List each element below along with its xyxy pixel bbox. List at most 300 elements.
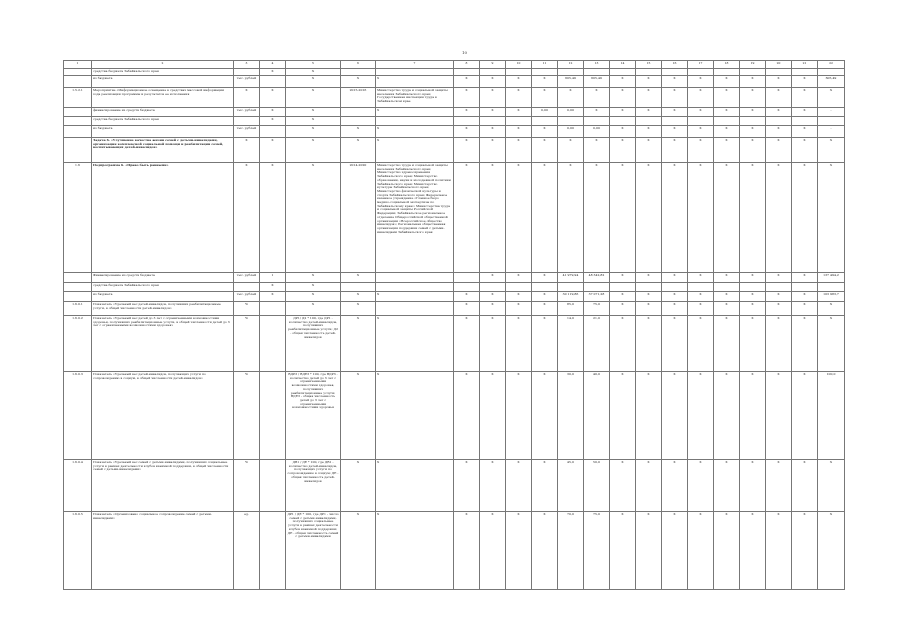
table-cell: X [376, 108, 454, 117]
table-cell: X [376, 512, 454, 590]
table-cell: X [662, 138, 688, 163]
table-cell: X [740, 512, 766, 590]
table-cell: X [610, 138, 636, 163]
table-cell: X [532, 88, 558, 108]
table-cell: X [506, 138, 532, 163]
column-number: 8 [454, 61, 480, 69]
table-cell: тыс. рублей [234, 126, 260, 138]
table-cell: X [376, 138, 454, 163]
table-cell: X [740, 88, 766, 108]
table-cell: X [454, 372, 480, 460]
table-cell: X [286, 88, 341, 108]
row-code-cell: 1.5.2.1 [64, 88, 92, 108]
table-cell [610, 69, 636, 76]
table-cell: X [792, 163, 818, 273]
table-cell: X [610, 460, 636, 512]
table-cell: X [584, 138, 610, 163]
row-title-cell: Показатель «Удельный вес детей-инвалидов, получающих услуги по сопровождению в социум, в общей численности детей-инвалидов» [92, 372, 234, 460]
table-cell: X [766, 316, 792, 372]
table-cell [234, 69, 260, 76]
row-code-cell [64, 283, 92, 292]
table-cell: X [740, 302, 766, 316]
table-row [64, 69, 845, 76]
table-cell [480, 283, 506, 292]
table-cell: X [480, 108, 506, 117]
table-cell: X [286, 69, 341, 76]
row-title-cell: Задача 6. «Улучшение качества жизни семей с детьми-инвалидами, организация комплексной социальной помощи и реабилитации семей, воспитывающих детей-инвалидов» [92, 138, 234, 163]
table-cell: X [792, 372, 818, 460]
table-cell: - [818, 126, 845, 138]
table-cell: X [376, 316, 454, 372]
table-cell: X [376, 460, 454, 512]
table-cell [260, 76, 286, 88]
row-title-cell: Показатель «Удельный вес семей с детьми-инвалидами, получивших социальные услуги в рамках деятельности клубов взаимной поддержки, в общей численности семей с детьми-инвалидами» [92, 460, 234, 512]
table-cell: X [714, 302, 740, 316]
table-row [64, 316, 845, 372]
table-cell: X [610, 512, 636, 590]
table-cell: X [740, 76, 766, 88]
table-cell: X [234, 88, 260, 108]
table-cell: X [234, 163, 260, 273]
table-cell: X [558, 163, 584, 273]
table-cell: X [454, 108, 480, 117]
table-cell: ед. [234, 512, 260, 590]
column-number: 15 [636, 61, 662, 69]
column-number: 13 [584, 61, 610, 69]
table-cell [234, 117, 260, 126]
table-cell: X [454, 163, 480, 273]
table-row [64, 88, 845, 108]
table-cell: X [376, 292, 454, 302]
row-title-cell: средства бюджета Забайкальского края [92, 69, 234, 76]
table-cell: X [636, 163, 662, 273]
row-title-cell: финансирование из средств бюджета [92, 108, 234, 117]
table-cell: X [234, 138, 260, 163]
table-cell: X [714, 138, 740, 163]
table-cell: X [740, 138, 766, 163]
table-cell: X [662, 76, 688, 88]
table-cell [818, 117, 845, 126]
table-cell: X [818, 460, 845, 512]
table-cell [454, 273, 480, 283]
table-cell: ДР1 / ДЕ * 100, где ДР1 - число семей с детьми-инвалидами, получивших социальные услуги в рамках деятельности клубов взаимной поддержки; ДЕ - общая численность семей с детьми-инвалидами [286, 512, 341, 590]
table-cell [792, 69, 818, 76]
table-cell: Министерство труда и социальной защиты населения Забайкальского края; Государственная инспекция труда в Забайкальском крае [376, 88, 454, 108]
table-cell: X [766, 108, 792, 117]
table-cell: X [714, 76, 740, 88]
column-number: 1 [64, 61, 92, 69]
table-cell: X [792, 126, 818, 138]
table-cell: X [688, 302, 714, 316]
table-cell: X [662, 302, 688, 316]
row-code-cell [64, 126, 92, 138]
table-cell: 48 342,82 [584, 273, 610, 283]
table-cell: X [506, 316, 532, 372]
table-cell: X [532, 292, 558, 302]
table-cell: X [714, 273, 740, 283]
table-cell: X [286, 292, 341, 302]
table-cell: X [662, 460, 688, 512]
table-row [64, 108, 845, 117]
table-cell: - [818, 108, 845, 117]
table-cell: X [341, 302, 376, 316]
table-cell: X [792, 302, 818, 316]
table-cell [740, 69, 766, 76]
table-cell: X [480, 76, 506, 88]
table-cell: % [234, 316, 260, 372]
row-code-cell [64, 69, 92, 76]
table-cell: X [260, 138, 286, 163]
table-cell: X [506, 163, 532, 273]
table-row [64, 512, 845, 590]
table-cell: X [662, 163, 688, 273]
table-cell: X [714, 316, 740, 372]
table-cell: X [286, 163, 341, 273]
table-cell [480, 117, 506, 126]
table-cell: X [766, 372, 792, 460]
table-cell: X [506, 126, 532, 138]
table-cell: X [532, 372, 558, 460]
table-cell: X [454, 126, 480, 138]
row-code-cell [64, 76, 92, 88]
column-number: 21 [792, 61, 818, 69]
table-cell: X [740, 273, 766, 283]
table-cell: X [506, 273, 532, 283]
table-cell: X [341, 138, 376, 163]
table-cell: X [506, 512, 532, 590]
table-cell: X [584, 88, 610, 108]
table-cell: 41 979,94 [558, 273, 584, 283]
table-cell: X [766, 273, 792, 283]
table-cell: X [662, 292, 688, 302]
table-cell: X [506, 292, 532, 302]
table-cell: X [532, 302, 558, 316]
table-cell: X [818, 316, 845, 372]
row-code-cell [64, 292, 92, 302]
table-cell: X [792, 316, 818, 372]
table-cell: X [662, 108, 688, 117]
column-number: 20 [766, 61, 792, 69]
table-cell: X [341, 76, 376, 88]
table-cell [636, 117, 662, 126]
table-cell: X [260, 108, 286, 117]
table-cell: X [260, 163, 286, 273]
column-number: 16 [662, 61, 688, 69]
row-title-cell: Мероприятие «Информационное освещение в средствах массовой информации хода реализации программы и результатов ее исполнения [92, 88, 234, 108]
table-cell: X [506, 88, 532, 108]
table-cell: X [454, 138, 480, 163]
table-cell: X [766, 512, 792, 590]
table-cell [454, 283, 480, 292]
table-cell: X [636, 316, 662, 372]
column-number: 14 [610, 61, 636, 69]
table-cell: X [610, 108, 636, 117]
table-cell: X [341, 273, 376, 283]
table-cell [792, 117, 818, 126]
row-code-cell [64, 117, 92, 126]
table-cell: X [662, 316, 688, 372]
table-cell [376, 283, 454, 292]
column-number: 2 [92, 61, 234, 69]
table-cell: 30,0 [558, 372, 584, 460]
row-code-cell: 1.6.0.3 [64, 372, 92, 460]
table-cell [260, 372, 286, 460]
row-title-cell: из бюджета [92, 126, 234, 138]
table-cell: X [636, 108, 662, 117]
column-number: 4 [260, 61, 286, 69]
table-cell: 1 [260, 273, 286, 283]
table-cell [584, 117, 610, 126]
table-cell: X [610, 292, 636, 302]
table-cell: % [234, 372, 260, 460]
table-cell [506, 283, 532, 292]
table-cell: X [341, 372, 376, 460]
table-cell: % [234, 302, 260, 316]
table-cell: X [480, 512, 506, 590]
table-cell: X [286, 76, 341, 88]
table-cell: X [260, 283, 286, 292]
table-cell: тыс. рублей [234, 108, 260, 117]
table-cell: 0,00 [558, 126, 584, 138]
table-cell: X [766, 76, 792, 88]
table-cell [636, 283, 662, 292]
table-cell: 37 071,28 [584, 292, 610, 302]
table-cell: X [688, 108, 714, 117]
row-code-cell: 1.6.0.5 [64, 512, 92, 590]
table-cell: X [610, 88, 636, 108]
table-cell [341, 69, 376, 76]
table-cell: 103 983,7 [818, 292, 845, 302]
column-number: 10 [506, 61, 532, 69]
table-cell: X [714, 126, 740, 138]
table-cell: X [610, 163, 636, 273]
table-cell: X [260, 117, 286, 126]
table-cell: X [818, 512, 845, 590]
table-cell: X [740, 316, 766, 372]
table-cell: X [688, 512, 714, 590]
table-cell: X [636, 76, 662, 88]
table-cell [792, 283, 818, 292]
table-cell: X [480, 292, 506, 302]
table-cell: X [610, 302, 636, 316]
table-cell: 100,0 [818, 372, 845, 460]
table-cell: X [792, 108, 818, 117]
row-code-cell: 1.6.0.1 [64, 302, 92, 316]
table-cell [480, 69, 506, 76]
table-cell: 75,0 [584, 302, 610, 316]
table-cell [260, 460, 286, 512]
page-number: 10 [462, 50, 468, 55]
table-cell: X [636, 138, 662, 163]
table-cell: X [636, 460, 662, 512]
table-cell: X [376, 126, 454, 138]
row-title-cell: Финансирование из средств бюджета [92, 273, 234, 283]
table-row [64, 292, 845, 302]
row-title-cell: Показатель «Организовано социальное сопровождение семей с детьми-инвалидами» [92, 512, 234, 590]
table-cell [688, 69, 714, 76]
row-title-cell: Показатель «Удельный вес детей-инвалидов, получивших реабилитационные услуги, в общей численности детей-инвалидов» [92, 302, 234, 316]
table-cell: X [740, 126, 766, 138]
table-cell: X [688, 316, 714, 372]
table-cell [818, 283, 845, 292]
table-cell: X [688, 76, 714, 88]
table-cell [454, 117, 480, 126]
table-cell: X [532, 316, 558, 372]
table-cell: X [286, 302, 341, 316]
table-cell: X [480, 126, 506, 138]
table-cell: X [714, 460, 740, 512]
table-cell: X [688, 138, 714, 163]
table-row [64, 283, 845, 292]
row-title-cell: средства бюджета Забайкальского края [92, 117, 234, 126]
table-cell: X [662, 273, 688, 283]
column-number: 7 [376, 61, 454, 69]
table-cell: X [341, 512, 376, 590]
table-cell: X [688, 292, 714, 302]
table-cell: X [766, 163, 792, 273]
table-cell [376, 117, 454, 126]
table-cell: 2015-2016 [341, 88, 376, 108]
table-cell: X [286, 138, 341, 163]
table-cell: X [792, 273, 818, 283]
table-cell [532, 117, 558, 126]
table-cell [662, 283, 688, 292]
table-cell: 2014-2020 [341, 163, 376, 273]
table-cell: X [532, 163, 558, 273]
table-row [64, 302, 845, 316]
table-cell: X [818, 163, 845, 273]
table-cell [766, 117, 792, 126]
table-cell: X [714, 163, 740, 273]
table-cell: X [662, 372, 688, 460]
table-cell [532, 69, 558, 76]
table-cell: 21,0 [584, 316, 610, 372]
table-row [64, 273, 845, 283]
row-code-cell [64, 138, 92, 163]
table-row [64, 372, 845, 460]
table-cell [506, 69, 532, 76]
table-cell: X [610, 273, 636, 283]
table-cell: X [740, 292, 766, 302]
table-cell: X [662, 512, 688, 590]
table-cell: X [714, 512, 740, 590]
table-cell: X [740, 163, 766, 273]
column-number: 12 [558, 61, 584, 69]
table-cell: X [792, 88, 818, 108]
table-cell: X [766, 460, 792, 512]
table-cell: X [454, 292, 480, 302]
column-number: 5 [286, 61, 341, 69]
table-cell: ДВ1 / ДЕ * 100, где ДВ1 - количество детей-инвалидов, получающих услуги по сопровождению в социум; ДЕ - общая численность детей-инвалидов [286, 460, 341, 512]
program-table [63, 60, 845, 590]
table-cell [714, 69, 740, 76]
table-cell [234, 283, 260, 292]
table-cell: X [480, 460, 506, 512]
table-cell: X [636, 126, 662, 138]
table-cell [341, 117, 376, 126]
table-cell: X [688, 126, 714, 138]
row-title-cell: из бюджета [92, 292, 234, 302]
table-cell: X [506, 302, 532, 316]
table-cell: X [260, 88, 286, 108]
table-cell: X [506, 460, 532, 512]
table-cell: 50,0 [584, 460, 610, 512]
table-row [64, 76, 845, 88]
table-cell: 605,49 [818, 76, 845, 88]
table-cell: X [688, 372, 714, 460]
table-cell: X [260, 69, 286, 76]
table-cell [506, 117, 532, 126]
column-number: 11 [532, 61, 558, 69]
table-cell [341, 108, 376, 117]
table-cell: X [766, 302, 792, 316]
table-cell: X [610, 126, 636, 138]
table-cell: X [454, 302, 480, 316]
column-number: 18 [714, 61, 740, 69]
table-cell: X [792, 76, 818, 88]
table-cell: X [792, 512, 818, 590]
table-cell: X [766, 138, 792, 163]
column-number: 22 [818, 61, 845, 69]
table-cell: X [454, 76, 480, 88]
table-cell [766, 69, 792, 76]
table-cell: X [341, 292, 376, 302]
row-code-cell: 1.6 [64, 163, 92, 273]
table-cell: 0,00 [584, 126, 610, 138]
table-row [64, 138, 845, 163]
table-cell [610, 283, 636, 292]
table-cell: X [532, 76, 558, 88]
table-cell: X [480, 302, 506, 316]
table-cell [818, 69, 845, 76]
table-cell: X [636, 292, 662, 302]
table-cell: 14,0 [558, 316, 584, 372]
table-cell: X [688, 163, 714, 273]
table-cell: X [766, 292, 792, 302]
table-cell [260, 316, 286, 372]
table-cell: X [480, 138, 506, 163]
table-cell [688, 117, 714, 126]
table-cell: X [740, 108, 766, 117]
table-cell: X [636, 273, 662, 283]
table-row [64, 460, 845, 512]
table-cell: X [584, 108, 610, 117]
table-cell: X [766, 88, 792, 108]
table-cell: X [532, 138, 558, 163]
table-cell: X [740, 460, 766, 512]
table-cell [260, 302, 286, 316]
table-cell: X [636, 302, 662, 316]
table-cell: X [480, 372, 506, 460]
column-number: 17 [688, 61, 714, 69]
table-cell: X [454, 460, 480, 512]
table-cell: X [714, 292, 740, 302]
table-cell: X [480, 88, 506, 108]
table-cell: X [636, 372, 662, 460]
table-cell: X [341, 126, 376, 138]
table-cell: X [506, 76, 532, 88]
table-cell: X [480, 273, 506, 283]
table-cell: X [636, 512, 662, 590]
table-cell: X [532, 512, 558, 590]
row-title-cell: Показатель «Удельный вес детей до 3 лет с ограниченными возможностями здоровья, получивших реабилитационные услуги, в общей численности детей до 3 лет с ограниченными возможностями здоровья» [92, 316, 234, 372]
table-cell: X [662, 126, 688, 138]
table-cell [558, 117, 584, 126]
table-cell: X [818, 88, 845, 108]
table-cell: X [688, 460, 714, 512]
column-number-row [64, 61, 845, 69]
table-cell [688, 283, 714, 292]
